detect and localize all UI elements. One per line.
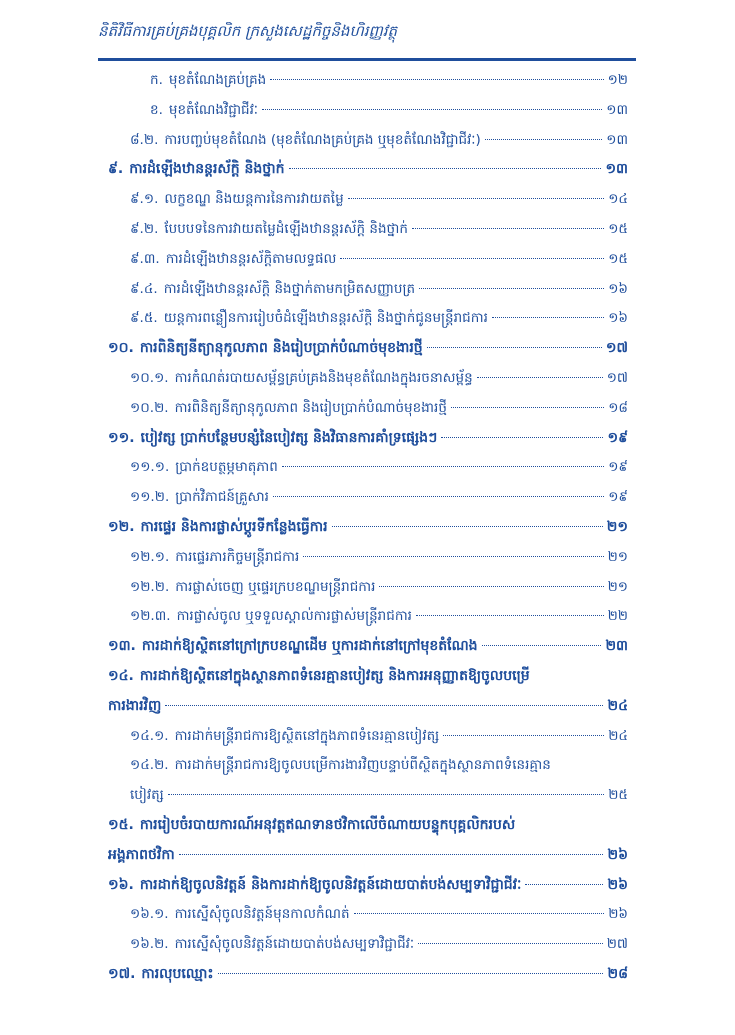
toc-entry[interactable]: [130, 722, 628, 750]
toc-entry-number: ១២.១.: [130, 548, 170, 565]
toc-dot-leader: [419, 288, 604, 289]
toc-entry-number: ១១.១.: [130, 459, 170, 476]
toc-entry-page-number: ២១: [607, 578, 628, 595]
toc-entry-title: មុខតំណែងគ្រប់គ្រង: [168, 72, 267, 88]
toc-entry-title: ការរៀបចំរបាយការណ៍អនុវត្តឥណទានថវិកាលើចំណាយបន្ទុកបុគ្គលិករបស់: [139, 817, 516, 833]
toc-entry-title: ការងារវិញ: [108, 697, 162, 714]
toc-entry-number: ១២.: [108, 519, 135, 535]
toc-entry-title: បៀវត្ស: [130, 787, 164, 804]
toc-dot-leader: [282, 466, 604, 467]
toc-entry-page-number: ១៩: [607, 429, 628, 446]
toc-entry-title: ការដាក់ឱ្យចូលនិវត្តន៍ និងការដាក់ឱ្យចូលនិវត្តន៍ដោយបាត់បង់សម្បទាវិជ្ជាជីវៈ: [139, 876, 522, 893]
toc-entry-number: ៩.១.: [130, 191, 159, 208]
toc-entry-page-number: ១៨: [608, 399, 628, 416]
toc-entry[interactable]: [150, 66, 628, 94]
toc-dot-leader: [165, 705, 603, 706]
toc-entry[interactable]: [108, 811, 628, 839]
toc-entry-title: ការដាក់មន្ត្រីរាជការឱ្យស្ថិតនៅក្នុងភាពទំនេរគ្មានបៀវត្ស: [174, 727, 440, 744]
toc-dot-leader: [427, 347, 602, 348]
toc-entry[interactable]: [108, 692, 628, 720]
toc-entry-page-number: ១៧: [605, 340, 628, 357]
toc-entry[interactable]: [130, 126, 628, 154]
toc-entry-title: លក្ខខណ្ឌ និងយន្តការនៃការវាយតម្លៃ: [164, 191, 344, 208]
toc-dot-leader: [168, 794, 604, 795]
toc-dot-leader: [262, 109, 602, 110]
toc-entry[interactable]: [108, 155, 628, 183]
toc-entry-page-number: ១៧: [606, 370, 628, 386]
toc-entry[interactable]: [130, 781, 628, 809]
toc-entry-number: ១១.២.: [130, 489, 170, 506]
toc-dot-leader: [379, 586, 603, 587]
toc-entry-page-number: ២១: [606, 519, 628, 535]
toc-entry-number: ១៤.: [108, 668, 134, 684]
toc-entry-number: ៩.: [108, 161, 124, 178]
toc-entry-page-number: ២២: [607, 608, 628, 625]
toc-entry-title: ការដំឡើងឋានន្តរស័ក្តិ និងថ្នាក់តាមកម្រិតសញ្ញាបត្រ: [163, 280, 416, 297]
toc-entry-number: ១១.: [108, 429, 135, 446]
toc-entry-page-number: ២៦: [607, 846, 628, 863]
toc-entry-page-number: ១៤: [608, 191, 628, 208]
toc-entry-number: ១៦.១.: [130, 906, 169, 923]
toc-entry-page-number: ២៥: [608, 787, 628, 804]
toc-entry-page-number: ១៩: [608, 459, 628, 476]
toc-entry-title: ការពិនិត្យនីត្យានុកូលភាព និងរៀបប្រាក់បំណាច់មុខងារថ្មី: [139, 340, 423, 357]
toc-entry-page-number: ១៥: [608, 250, 628, 267]
toc-entry[interactable]: [130, 573, 628, 601]
toc-entry-page-number: ១៥: [608, 221, 628, 237]
toc-entry[interactable]: [130, 483, 628, 511]
page-header: និតិវិធីការគ្រប់គ្រងបុគ្គលិក ក្រសួងសេដ្ឋកិច្ចនិងហិរញ្ញវត្ថុ: [98, 22, 398, 40]
toc-entry-number: ១៤.២.: [130, 757, 169, 774]
toc-dot-leader: [218, 973, 604, 974]
toc-entry-title: ការស្នើសុំចូលនិវត្តន៍មុនកាលកំណត់: [174, 906, 350, 923]
toc-entry[interactable]: [108, 334, 628, 362]
toc-entry[interactable]: [108, 841, 628, 869]
toc-entry-title: ការដំឡើងឋានន្តរស័ក្តិតាមលទ្ធផល: [165, 250, 337, 267]
toc-entry-page-number: ២៨: [607, 966, 628, 982]
toc-entry-page-number: ២៤: [607, 697, 628, 714]
toc-entry-title: យន្តការពន្លឿនការរៀបចំដំឡើងឋានន្តរស័ក្តិ និងថ្នាក់ជូនមន្ត្រីរាជការ: [163, 310, 488, 327]
toc-entry[interactable]: [150, 96, 628, 124]
toc-entry[interactable]: [130, 543, 628, 571]
toc-entry-number: ១០.២.: [130, 399, 169, 416]
toc-entry-title: ការកំណត់របាយសម្ព័ន្ធគ្រប់គ្រងនិងមុខតំណែងក្នុងរចនាសម្ព័ន្ធ: [174, 370, 473, 386]
toc-entry-title: បៀវត្ស ប្រាក់បន្ថែមបន្សំនៃបៀវត្ស និងវិធានការគាំទ្រផ្សេងៗ: [140, 429, 438, 446]
toc-entry-page-number: ១២: [607, 72, 628, 88]
toc-entry-title: ការដាក់ឱ្យស្ថិតនៅក្នុងស្ថានភាពទំនេរគ្មានបៀវត្ស និងការអនុញ្ញាតឱ្យចូលបម្រើ: [139, 668, 530, 684]
toc-entry-title: អង្គភាពថវិកា: [108, 846, 175, 863]
toc-entry-number: ១៣.: [108, 638, 136, 655]
toc-entry-number: ៩.៣.: [130, 250, 160, 267]
toc-dot-leader: [273, 496, 604, 497]
toc-dot-leader: [492, 317, 604, 318]
toc-entry-page-number: ២១: [607, 548, 628, 565]
toc-dot-leader: [412, 228, 604, 229]
toc-entry-number: ៩.៤.: [130, 280, 158, 297]
toc-entry[interactable]: [130, 900, 628, 928]
toc-entry-page-number: ១៩: [608, 489, 628, 506]
toc-dot-leader: [354, 913, 605, 914]
toc-entry-number: ១២.៣.: [130, 608, 171, 625]
toc-dot-leader: [482, 645, 602, 646]
table-of-contents: [0, 62, 735, 1027]
toc-entry[interactable]: [130, 453, 628, 481]
toc-entry-number: ១០.: [108, 340, 134, 357]
toc-entry-title: ប្រាក់ឧបត្ថម្ភមាតុភាព: [175, 459, 278, 476]
toc-dot-leader: [289, 168, 602, 169]
toc-dot-leader: [303, 556, 603, 557]
toc-entry-title: មុខតំណែងវិជ្ជាជីវៈ: [168, 101, 259, 118]
toc-entry-page-number: ២៧: [606, 936, 628, 953]
toc-dot-leader: [416, 615, 604, 616]
toc-entry-page-number: ២៦: [607, 876, 628, 893]
toc-entry-page-number: ២៣: [605, 638, 628, 655]
toc-entry-number: ១៦.២.: [130, 936, 169, 953]
toc-entry[interactable]: [130, 930, 628, 958]
toc-entry-title: ការផ្ទេរ និងការផ្លាស់ប្តូរទីកន្លែងធ្វើការ: [140, 519, 328, 535]
toc-entry[interactable]: [108, 513, 628, 541]
toc-dot-leader: [443, 735, 604, 736]
toc-entry[interactable]: [108, 662, 628, 690]
toc-entry-title: ការលុបឈ្មោះ: [141, 966, 214, 982]
toc-entry-page-number: ១៣: [606, 131, 628, 148]
toc-dot-leader: [525, 884, 603, 885]
toc-dot-leader: [348, 198, 605, 199]
toc-dot-leader: [485, 139, 603, 140]
toc-dot-leader: [179, 854, 604, 855]
toc-dot-leader: [270, 79, 603, 80]
toc-entry[interactable]: [130, 602, 628, 630]
toc-entry-number: ក.: [150, 72, 163, 88]
toc-entry[interactable]: [130, 275, 628, 303]
toc-entry[interactable]: [130, 751, 628, 779]
toc-dot-leader: [451, 407, 604, 408]
toc-entry-page-number: ១៣: [606, 101, 628, 118]
toc-entry-title: ប្រាក់វិភាជន៍គ្រួសារ: [175, 489, 269, 506]
toc-entry-title: ការពិនិត្យនីត្យានុកូលភាព និងរៀបប្រាក់បំណាច់មុខងារថ្មី: [174, 399, 447, 416]
toc-dot-leader: [332, 526, 603, 527]
toc-entry-number: ខ.: [150, 101, 163, 118]
toc-entry-title: ការផ្លាស់ចូល ឬទទួលស្គាល់ការផ្លាស់មន្ត្រីរាជការ: [176, 608, 412, 625]
toc-entry[interactable]: [130, 364, 628, 392]
toc-entry[interactable]: [108, 424, 628, 452]
toc-entry-number: ៩.២.: [130, 221, 159, 237]
toc-entry-number: ១៥.: [108, 817, 134, 833]
toc-entry-page-number: ១៦: [608, 310, 628, 327]
toc-dot-leader: [340, 258, 604, 259]
toc-entry[interactable]: [108, 632, 628, 660]
toc-entry[interactable]: [108, 960, 628, 988]
toc-entry-title: ការបញ្ចប់មុខតំណែង (មុខតំណែងគ្រប់គ្រង ឬមុខតំណែងវិជ្ជាជីវៈ): [164, 131, 481, 148]
toc-entry-title: ការដំឡើងឋានន្តរស័ក្តិ និងថ្នាក់: [129, 161, 285, 178]
toc-entry-number: ៨.២.: [130, 131, 159, 148]
toc-entry-title: ការផ្ទេរភារកិច្ចមន្ត្រីរាជការ: [175, 548, 300, 565]
toc-entry-title: បែបបទនៃការវាយតម្លៃដំឡើងឋានន្តរស័ក្តិ និងថ្នាក់: [164, 221, 408, 237]
toc-entry[interactable]: [108, 871, 628, 899]
toc-dot-leader: [477, 377, 603, 378]
toc-entry-page-number: ២៤: [608, 727, 628, 744]
toc-entry[interactable]: [130, 245, 628, 273]
toc-entry-page-number: ២៦: [608, 906, 628, 923]
toc-entry-title: ការស្នើសុំចូលនិវត្តន៍ដោយបាត់បង់សម្បទាវិជ្ជាជីវៈ: [174, 936, 415, 953]
toc-entry[interactable]: [130, 185, 628, 213]
toc-entry-number: ៩.៥.: [130, 310, 158, 327]
toc-entry-title: ការដាក់មន្ត្រីរាជការឱ្យចូលបម្រើការងារវិញបន្ទាប់ពីស្ថិតក្នុងស្ថានភាពទំនេរគ្មាន: [174, 757, 551, 774]
toc-entry-page-number: ១៦: [608, 280, 628, 297]
toc-entry-title: ការដាក់ឱ្យស្ថិតនៅក្រៅក្របខណ្ឌដើម ឬការដាក់នៅក្រៅមុខតំណែង: [141, 638, 478, 655]
toc-dot-leader: [441, 437, 603, 438]
toc-entry-number: ១៤.១.: [130, 727, 169, 744]
toc-entry-number: ១២.២.: [130, 578, 170, 595]
header-rule: [98, 58, 636, 61]
toc-entry[interactable]: [130, 394, 628, 422]
toc-entry-page-number: ១៣: [605, 161, 628, 178]
toc-entry[interactable]: [130, 304, 628, 332]
toc-entry-number: ១៧.: [108, 966, 136, 982]
toc-dot-leader: [418, 943, 603, 944]
toc-entry-title: ការផ្លាស់ចេញ ឬផ្ទេរក្របខណ្ឌមន្ត្រីរាជការ: [175, 578, 376, 595]
toc-entry-number: ១៦.: [108, 876, 134, 893]
toc-entry[interactable]: [130, 215, 628, 243]
toc-entry-number: ១០.១.: [130, 370, 169, 386]
